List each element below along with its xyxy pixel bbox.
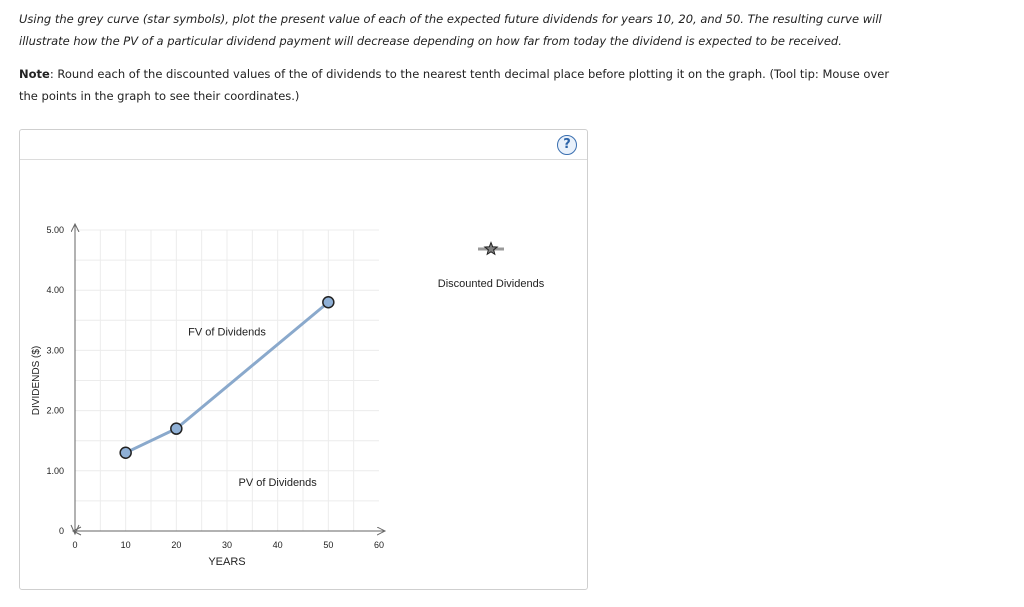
star-icon[interactable] (485, 243, 497, 255)
x-tick-label: 60 (373, 540, 385, 550)
y-tick-label: 5.00 (46, 225, 64, 235)
y-tick-label: 4.00 (46, 285, 64, 296)
x-tick-label: 40 (272, 540, 283, 550)
note-line-2: the points in the graph to see their coordinates.) (19, 89, 300, 103)
axes (71, 224, 385, 535)
x-tick-label: 20 (171, 540, 182, 550)
annotation-label: PV of Dividends (238, 476, 317, 489)
x-tick-label: 50 (323, 540, 334, 550)
data-point[interactable] (323, 297, 334, 308)
y-tick-label: 1.00 (46, 465, 64, 476)
x-tick-label: 10 (120, 540, 131, 550)
tick-labels (31, 225, 384, 568)
y-tick-label: 2.00 (46, 405, 64, 416)
instructions-line-2: illustrate how the PV of a particular dividend payment will decrease depending on how far from today the dividend is expected to be received. (19, 34, 842, 48)
y-tick-label: 3.00 (46, 345, 64, 356)
legend (438, 243, 545, 291)
grid (75, 230, 379, 531)
note-text-1: : Round each of the discounted values of the of dividends to the nearest tenth decimal place before plotting it on the graph. (Tool tip: Mouse over (49, 67, 890, 81)
y-axis-title: DIVIDENDS ($) (31, 345, 42, 416)
annotation-label: FV of Dividends (188, 326, 266, 339)
x-tick-label: 30 (221, 540, 233, 550)
x-tick-label: 0 (72, 540, 78, 550)
x-axis-title: YEARS (208, 556, 246, 568)
legend-label: Discounted Dividends (437, 278, 545, 290)
data-point[interactable] (120, 447, 131, 458)
help-icon[interactable]: ? (557, 135, 577, 155)
data-point[interactable] (171, 423, 182, 434)
note-label: Note (19, 67, 50, 81)
y-tick-label: 0 (58, 526, 64, 536)
instructions-line-1: Using the grey curve (star symbols), plot the present value of each of the expected future dividends for years 10, 20, and 50. The resulting curve will (19, 12, 882, 26)
